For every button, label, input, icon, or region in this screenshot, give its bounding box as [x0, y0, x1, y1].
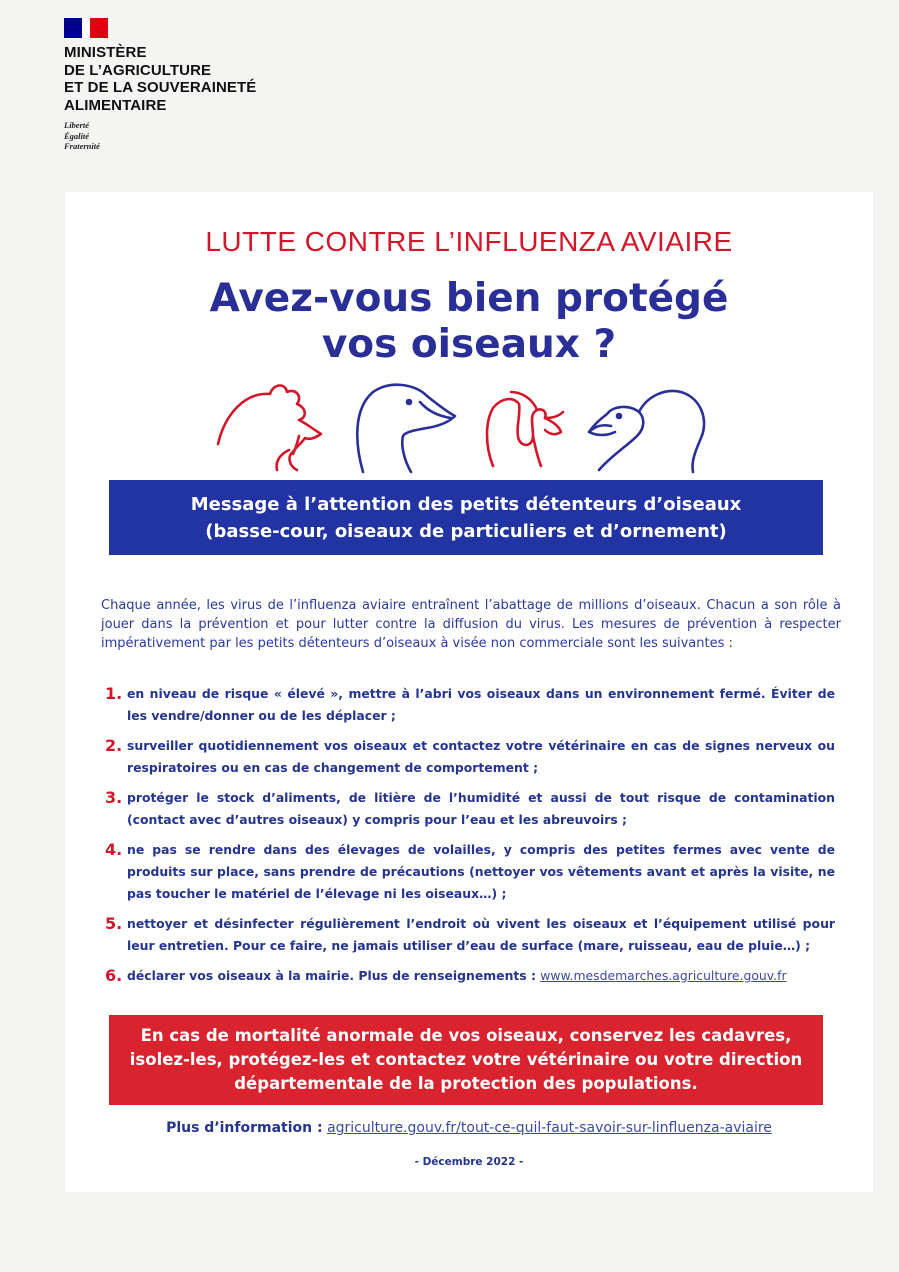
alert-line: En cas de mortalité anormale de vos oiseaux, conservez les cadavres, [140, 1026, 792, 1045]
mesdemarches-link[interactable]: www.mesdemarches.agriculture.gouv.fr [540, 968, 787, 983]
prevention-measures-list [105, 683, 835, 995]
ministry-name [64, 44, 256, 114]
measure-text: protéger le stock d’aliments, de litière de l’humidité et aussi de tout risque de contamination (contact avec d’autres oiseaux) y compris pour l’eau et les abreuvoirs ; [127, 790, 835, 827]
measure-number: 6. [105, 966, 123, 985]
poster-kicker-title: LUTTE CONTRE L’INFLUENZA AVIAIRE [205, 226, 733, 257]
alert-line: départementale de la protection des populations. [234, 1074, 698, 1093]
ministry-line: ALIMENTAIRE [64, 96, 167, 114]
measure-text [127, 965, 835, 987]
more-info-link[interactable]: agriculture.gouv.fr/tout-ce-quil-faut-savoir-sur-linfluenza-aviaire [327, 1120, 772, 1136]
measure-text-lead: déclarer vos oiseaux à la mairie. Plus de renseignements : [127, 968, 541, 983]
measure-number: 1. [105, 684, 123, 703]
target-audience-banner [109, 480, 823, 555]
motto-line: Égalité [64, 130, 90, 141]
ministry-line: MINISTÈRE [64, 44, 147, 61]
mortality-alert-banner [109, 1015, 823, 1105]
motto-line: Liberté [64, 120, 90, 130]
measure-item [105, 965, 835, 987]
measure-item [105, 683, 835, 727]
measure-text: ne pas se rendre dans des élevages de volailles, y compris des petites fermes avec vente de produits sur place, sans prendre de précautions (nettoyer vos vêtements avant et après la visite, ne pas toucher le matériel de l’élevage ni les oiseaux…) ; [127, 842, 835, 901]
ministry-line: DE L’AGRICULTURE [64, 61, 212, 79]
birds-illustration [215, 374, 715, 474]
poster-card [65, 192, 873, 1192]
intro-paragraph: Chaque année, les virus de l’influenza aviaire entraînent l’abattage de millions d’oiseaux. Chacun a son rôle à jouer dans la prévention et pour lutter contre la diffusion du virus. Les mesures de prévention à respecter impérativement par les petits détenteurs d’oiseaux à visée non commerciale sont les suivantes : [101, 598, 841, 651]
measure-number: 3. [105, 788, 123, 807]
motto-line: Fraternité [64, 141, 100, 151]
turkey-icon [487, 392, 563, 466]
measure-number: 4. [105, 840, 123, 859]
measure-item [105, 787, 835, 831]
measure-text: en niveau de risque « élevé », mettre à l’abri vos oiseaux dans un environnement fermé. Éviter de les vendre/donner ou de les déplacer ; [127, 686, 835, 723]
main-title-line: vos oiseaux ? [321, 322, 617, 367]
banner-line: (basse-cour, oiseaux de particuliers et d’ornement) [205, 520, 727, 542]
republic-motto [64, 120, 256, 152]
measure-text: surveiller quotidiennement vos oiseaux et contactez votre vétérinaire en cas de signes nerveux ou respiratoires ou en cas de changement de comportement ; [127, 738, 835, 775]
main-title-line: Avez-vous bien protégé [209, 276, 729, 321]
poster-main-title [65, 276, 873, 368]
goose-icon [357, 385, 455, 472]
publication-date: - Décembre 2022 - [414, 1156, 524, 1168]
banner-line: Message à l’attention des petits détenteurs d’oiseaux [190, 493, 742, 515]
alert-line: isolez-les, protégez-les et contactez votre vétérinaire ou votre direction [129, 1050, 803, 1069]
more-info [65, 1120, 873, 1136]
measure-item [105, 913, 835, 957]
duck-icon [589, 391, 704, 472]
measure-text: nettoyer et désinfecter régulièrement l’endroit où vivent les oiseaux et l’équipement utilisé pour leur entretien. Pour ce faire, ne jamais utiliser d’eau de surface (mare, ruisseau, eau de pluie…) ; [127, 916, 835, 953]
chicken-icon [218, 385, 321, 470]
measure-item [105, 735, 835, 779]
marianne-flag-icon [64, 18, 116, 38]
ministry-logo [64, 18, 256, 152]
measure-number: 5. [105, 914, 123, 933]
measure-item [105, 839, 835, 905]
measure-number: 2. [105, 736, 123, 755]
ministry-line: ET DE LA SOUVERAINETÉ [64, 79, 257, 96]
more-info-label: Plus d’information : [166, 1120, 323, 1136]
